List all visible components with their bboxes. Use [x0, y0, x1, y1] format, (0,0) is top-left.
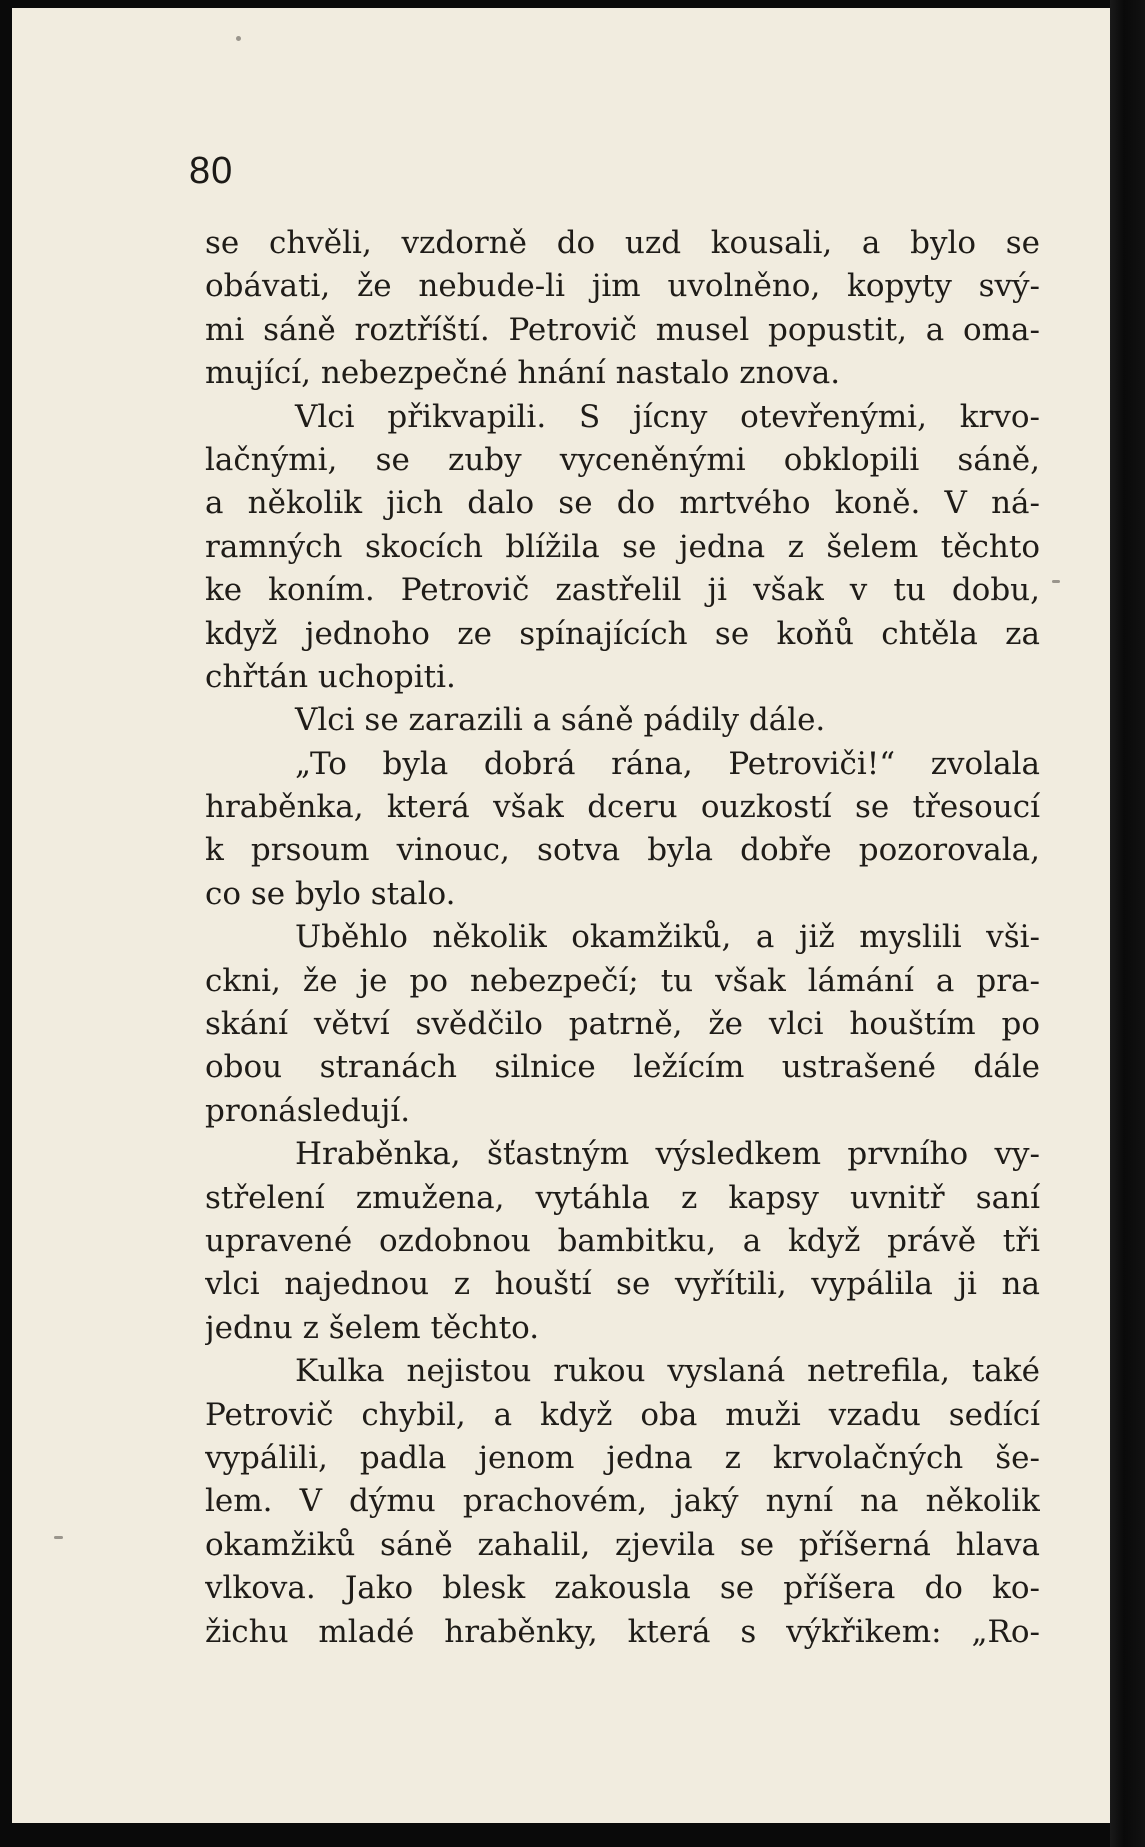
text-line: střelení zmužena, vytáhla z kapsy uvnitř saní — [205, 1179, 1040, 1216]
text-line: Vlci přikvapili. S jícny otevřenými, krvo- — [295, 398, 1040, 435]
text-line: se chvěli, vzdorně do uzd kousali, a bylo se — [205, 225, 1040, 261]
margin-speck — [236, 36, 241, 41]
book-page — [12, 8, 1110, 1823]
body-text — [205, 222, 1040, 1654]
text-line: okamžiků sáně zahalil, zjevila se příšerná hlava — [205, 1526, 1040, 1563]
text-line: a několik jich dalo se do mrtvého koně. V ná- — [205, 485, 1040, 522]
text-line: když jednoho ze spínajících se koňů chtěla za — [205, 615, 1040, 652]
text-line: ke koním. Petrovič zastřelil ji však v tu dobu, — [205, 572, 1040, 609]
text-line: vypálili, padla jenom jedna z krvolačných še- — [205, 1439, 1040, 1476]
text-line: obou stranách silnice ležícím ustrašené dále — [205, 1049, 1040, 1086]
text-line: hraběnka, která však dceru ouzkostí se třesoucí — [205, 789, 1040, 826]
text-line: k prsoum vinouc, sotva byla dobře pozorovala, — [205, 832, 1040, 869]
text-line: ramných skocích blížila se jedna z šelem těchto — [205, 528, 1040, 565]
page-number: 80 — [189, 150, 234, 192]
text-line: chřtán uchopiti. — [205, 658, 456, 695]
text-line: Petrovič chybil, a když oba muži vzadu sedící — [205, 1396, 1040, 1433]
text-line: jednu z šelem těchto. — [205, 1309, 540, 1346]
text-line: lačnými, se zuby vyceněnými obklopili sáně, — [205, 441, 1040, 478]
text-line: lem. V dýmu prachovém, jaký nyní na několik — [205, 1483, 1040, 1520]
text-line: mi sáně roztříští. Petrovič musel popustit, a oma- — [205, 311, 1040, 348]
margin-speck — [54, 1536, 63, 1539]
page-edge-shadow — [1110, 0, 1145, 1847]
text-line: „To byla dobrá rána, Petroviči!“ zvolala — [295, 745, 1040, 782]
text-line: vlci najednou z houští se vyřítili, vypálila ji na — [205, 1266, 1040, 1303]
text-line: Kulka nejistou rukou vyslaná netrefila, také — [295, 1353, 1040, 1390]
text-line: Vlci se zarazili a sáně pádily dále. — [295, 702, 826, 739]
text-line: upravené ozdobnou bambitku, a když právě tři — [205, 1222, 1040, 1259]
text-line: pronásledují. — [205, 1092, 411, 1129]
text-line: žichu mladé hraběnky, která s výkřikem: „Ro- — [205, 1613, 1040, 1650]
text-line: skání větví svědčilo patrně, že vlci houštím po — [205, 1006, 1040, 1043]
text-line: Uběhlo několik okamžiků, a již myslili vši- — [295, 919, 1040, 956]
text-line: co se bylo stalo. — [205, 875, 456, 912]
text-line: obávati, že nebude-li jim uvolněno, kopyty svý- — [205, 268, 1040, 305]
text-line: ckni, že je po nebezpečí; tu však lámání a pra- — [205, 962, 1040, 999]
text-line: vlkova. Jako blesk zakousla se příšera do ko- — [205, 1570, 1040, 1607]
margin-speck — [1052, 580, 1060, 583]
text-line: mující, nebezpečné hnání nastalo znova. — [205, 355, 841, 392]
text-line: Hraběnka, šťastným výsledkem prvního vy- — [295, 1136, 1040, 1173]
